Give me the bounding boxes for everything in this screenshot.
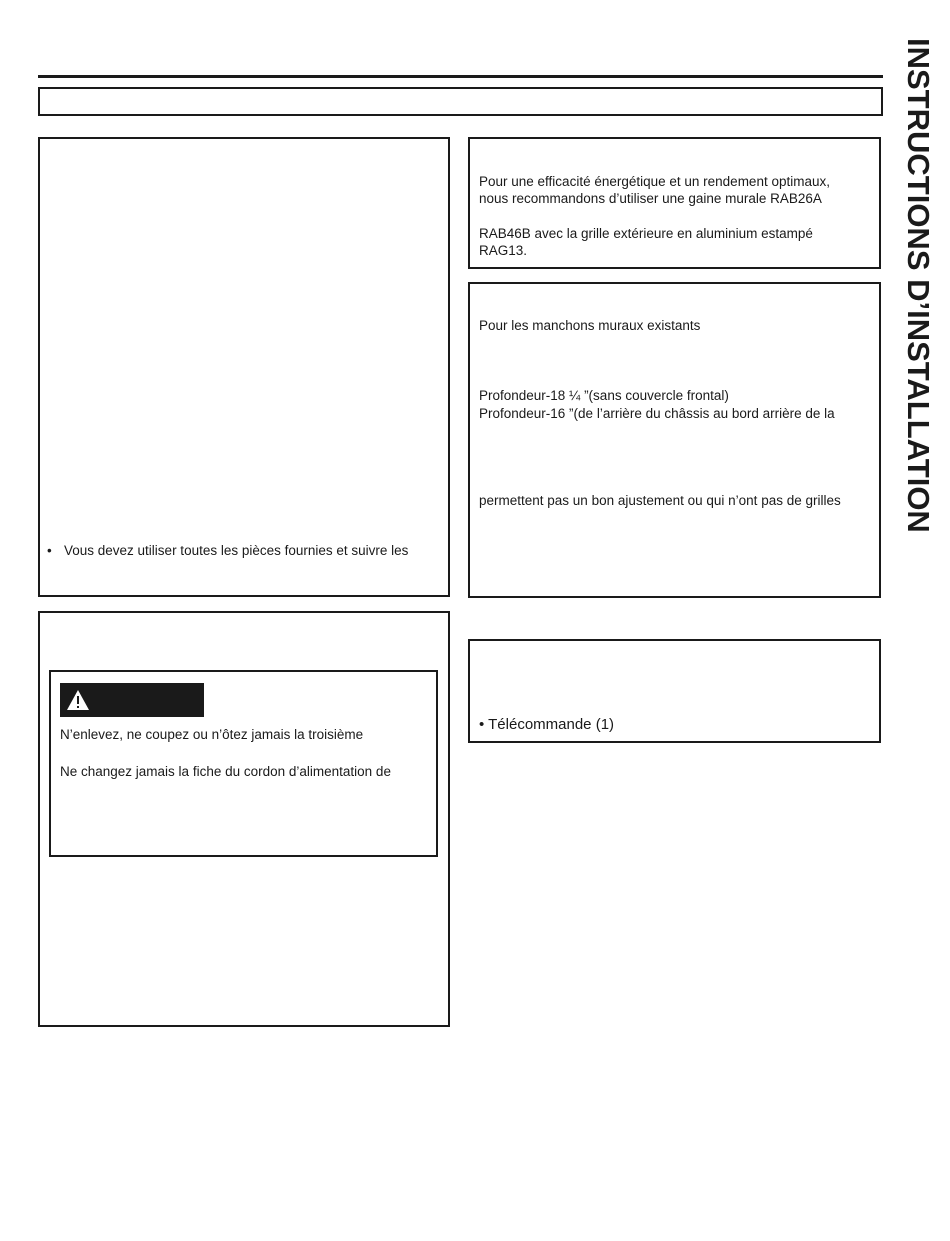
recommendation-line-1: Pour une efficacité énergétique et un rendement optimaux,	[479, 174, 830, 189]
top-rule	[38, 75, 883, 78]
warning-label-bar	[60, 683, 204, 717]
section-header-bar	[38, 87, 883, 116]
bullet-text: Vous devez utiliser toutes les pièces fournies et suivre les	[64, 543, 409, 558]
side-title: INSTRUCTIONS D’INSTALLATION	[901, 38, 936, 533]
sleeves-line-3: Profondeur-16 ”(de l’arrière du châssis au bord arrière de la	[479, 406, 835, 421]
recommendation-line-3: RAB46B avec la grille extérieure en aluminium estampé	[479, 226, 813, 241]
recommendation-line-2: nous recommandons d’utiliser une gaine murale RAB26A	[479, 191, 822, 206]
sleeves-line-2: Profondeur-18 ¼ ”(sans couvercle frontal)	[479, 388, 729, 403]
left-top-box	[38, 137, 450, 597]
warning-line-2: Ne changez jamais la fiche du cordon d’alimentation de	[60, 764, 391, 779]
recommendation-line-4: RAG13.	[479, 243, 528, 258]
parts-item-remote: • Télécommande (1)	[479, 716, 615, 733]
sleeves-line-1: Pour les manchons muraux existants	[479, 318, 701, 333]
warning-line-1: N’enlevez, ne coupez ou n’ôtez jamais la troisième	[60, 727, 364, 742]
warning-triangle-icon	[66, 689, 90, 711]
sleeves-line-4: permettent pas un bon ajustement ou qui n’ont pas de grilles	[479, 493, 841, 508]
bullet: •	[47, 543, 52, 558]
